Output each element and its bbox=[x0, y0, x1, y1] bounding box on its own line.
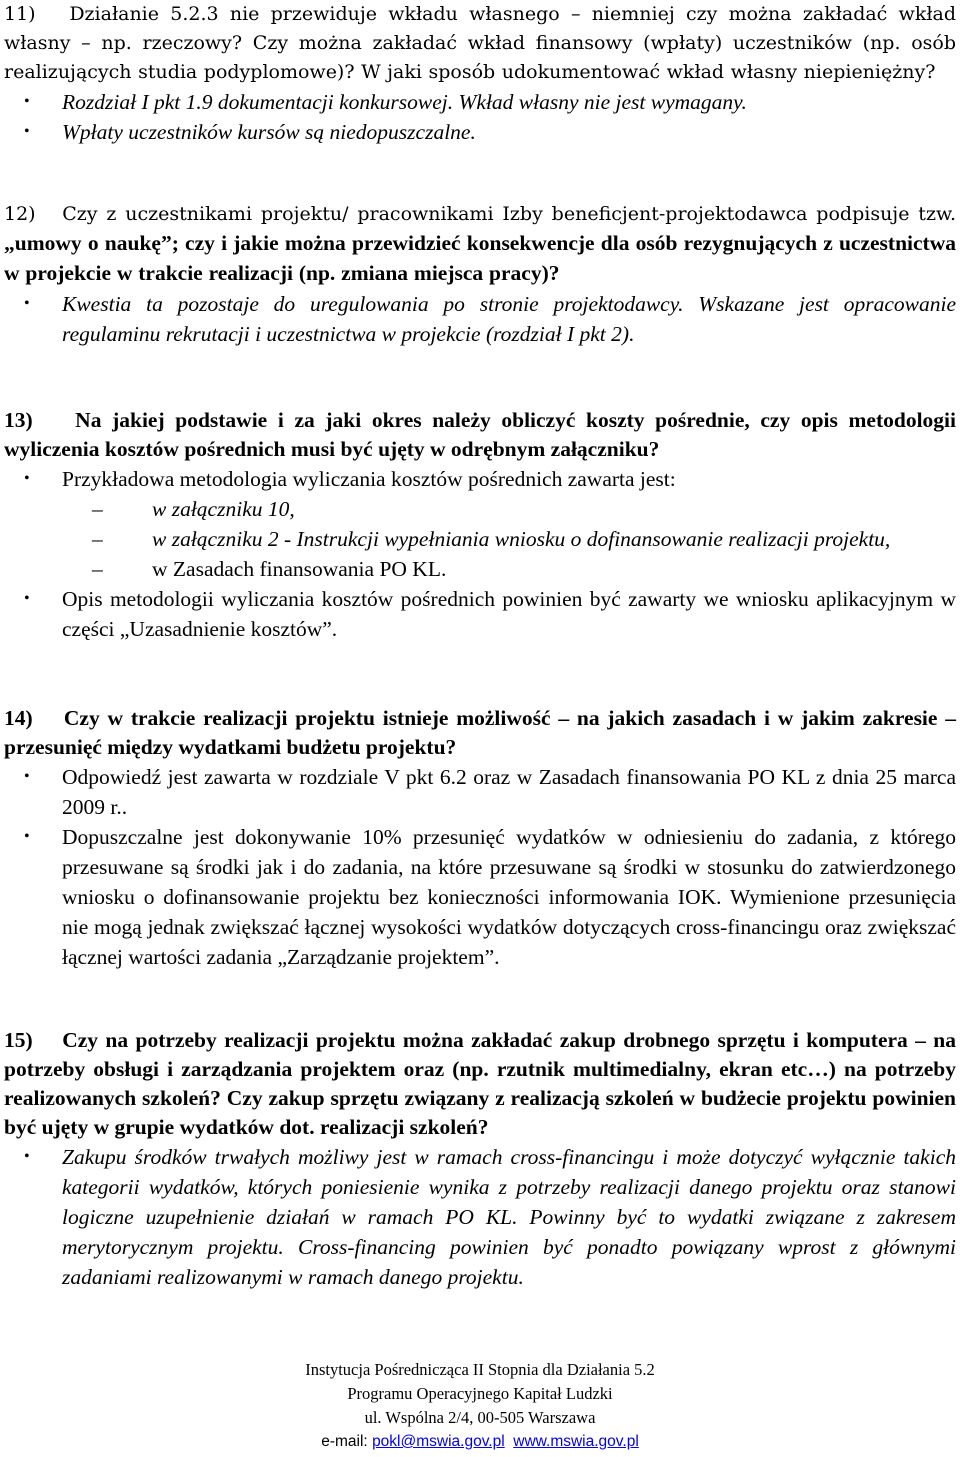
bullet-icon: • bbox=[24, 470, 30, 487]
question-number: 12) bbox=[4, 203, 36, 225]
answer-text: Zakupu środków trwałych możliwy jest w ramach cross-financingu i może dotyczyć wyłącznie takich kategorii wydatków, których poniesienie wynika z potrzeby realizacji danego projektu oraz stanowi logiczne uzupełnienie działań w ramach PO KL. Powinny być to wydatki związane z zakresem merytorycznym projektu. Cross-financing powinien być ponadto powiązany wprost z głównymi zadaniami realizowanymi w ramach danego projektu. bbox=[62, 1145, 956, 1289]
answer-text: Wpłaty uczestników kursów są niedopuszczalne. bbox=[62, 120, 476, 144]
website-link[interactable]: www.mswia.gov.pl bbox=[513, 1433, 639, 1450]
answer-item bbox=[4, 464, 956, 494]
question-13 bbox=[4, 406, 956, 644]
answer-list bbox=[4, 1142, 956, 1292]
answer-text: Opis metodologii wyliczania kosztów pośrednich powinien być zawarty we wniosku aplikacyjnym w części „Uzasadnienie kosztów”. bbox=[62, 587, 956, 641]
sub-item bbox=[4, 494, 956, 524]
question-14-text bbox=[4, 704, 956, 762]
footer-line: Programu Operacyjnego Kapitał Ludzki bbox=[347, 1384, 613, 1403]
question-number: 13) bbox=[4, 408, 33, 432]
question-15 bbox=[4, 1026, 956, 1292]
answer-list bbox=[4, 87, 956, 147]
answer-text: Odpowiedź jest zawarta w rozdziale V pkt 6.2 oraz w Zasadach finansowania PO KL z dnia 25 marca 2009 r.. bbox=[62, 765, 956, 819]
dash-icon: – bbox=[92, 497, 103, 521]
sub-text: w załączniku 10, bbox=[152, 497, 295, 521]
dash-icon: – bbox=[92, 527, 103, 551]
question-body-bold: „umowy o naukę”; czy i jakie można przewidzieć konsekwencje dla osób rezygnujących z uczestnictwa w projekcie w trakcie realizacji (np. zmiana miejsca pracy)? bbox=[4, 231, 956, 285]
sub-item bbox=[4, 524, 956, 554]
page-footer bbox=[0, 1358, 960, 1454]
question-body: Czy na potrzeby realizacji projektu można zakładać zakup drobnego sprzętu i komputera – na potrzeby obsługi i zarządzania projektem oraz (np. rzutnik multimedialny, ekran etc…) na potrzeby realizowanych szkoleń? Czy zakup sprzętu związany z realizacją szkoleń w budżecie projektu powinien być ujęty w grupie wydatków dot. realizacji szkoleń? bbox=[4, 1028, 957, 1139]
question-12 bbox=[4, 200, 956, 349]
footer-contact-line bbox=[0, 1430, 960, 1454]
answer-item bbox=[4, 117, 956, 147]
question-body: Działanie 5.2.3 nie przewiduje wkładu własnego – niemniej czy można zakładać wkład własny – np. rzeczowy? Czy można zakładać wkład finansowy (wpłaty) uczestników (np. osób realizujących studia podyplomowe)? W jaki sposób udokumentować wkład własny niepieniężny? bbox=[4, 3, 956, 83]
answer-item bbox=[4, 1142, 956, 1292]
answer-text: Przykładowa metodologia wyliczania kosztów pośrednich zawarta jest: bbox=[62, 467, 676, 491]
question-body: Na jakiej podstawie i za jaki okres należy obliczyć koszty pośrednie, czy opis metodologii wyliczenia kosztów pośrednich musi być ujęty w odrębnym załączniku? bbox=[4, 408, 956, 461]
answer-item bbox=[4, 822, 956, 972]
question-11 bbox=[4, 0, 956, 147]
email-label: e-mail: bbox=[321, 1433, 368, 1450]
sub-text: w załączniku 2 - Instrukcji wypełniania wniosku o dofinansowanie realizacji projektu, bbox=[152, 527, 891, 551]
answer-text: Kwestia ta pozostaje do uregulowania po stronie projektodawcy. Wskazane jest opracowanie regulaminu rekrutacji i uczestnictwa w projekcie (rozdział I pkt 2). bbox=[62, 292, 956, 346]
question-number: 15) bbox=[4, 1028, 33, 1052]
sub-list bbox=[4, 494, 956, 584]
answer-item bbox=[4, 87, 956, 117]
question-14 bbox=[4, 704, 956, 972]
dash-icon: – bbox=[92, 557, 103, 581]
answer-text: Rozdział I pkt 1.9 dokumentacji konkursowej. Wkład własny nie jest wymagany. bbox=[62, 90, 747, 114]
sub-item bbox=[4, 554, 956, 584]
answer-item bbox=[4, 584, 956, 644]
question-11-text bbox=[4, 0, 956, 87]
answer-list bbox=[4, 464, 956, 494]
answer-list bbox=[4, 289, 956, 349]
sub-text: w Zasadach finansowania PO KL. bbox=[152, 557, 447, 581]
question-13-text bbox=[4, 406, 956, 464]
bullet-icon: • bbox=[24, 828, 30, 845]
question-12-text bbox=[4, 200, 956, 289]
bullet-icon: • bbox=[24, 295, 30, 312]
question-number: 14) bbox=[4, 706, 33, 730]
answer-list bbox=[4, 584, 956, 644]
question-body: Czy z uczestnikami projektu/ pracownikami Izby beneficjent-projektodawca podpisuje tzw. bbox=[62, 203, 956, 225]
email-link[interactable]: pokl@mswia.gov.pl bbox=[372, 1433, 505, 1450]
answer-text: Dopuszczalne jest dokonywanie 10% przesunięć wydatków w odniesieniu do zadania, z którego przesuwane są środki jak i do zadania, na które przesuwane są środki w stosunku do zatwierdzonego wniosku o dofinansowanie projektu bez konieczności informowania IOK. Wymienione przesunięcia nie mogą jednak zwiększać łącznej wysokości wydatków dotyczących cross-financingu oraz zwiększać łącznej wartości zadania „Zarządzanie projektem”. bbox=[62, 825, 956, 969]
answer-list bbox=[4, 762, 956, 972]
bullet-icon: • bbox=[24, 768, 30, 785]
footer-line: ul. Wspólna 2/4, 00-505 Warszawa bbox=[364, 1408, 596, 1427]
bullet-icon: • bbox=[24, 590, 30, 607]
question-15-text bbox=[4, 1026, 956, 1142]
bullet-icon: • bbox=[24, 93, 30, 110]
bullet-icon: • bbox=[24, 1148, 30, 1165]
footer-line: Instytucja Pośrednicząca II Stopnia dla Działania 5.2 bbox=[305, 1360, 655, 1379]
answer-item bbox=[4, 289, 956, 349]
question-number: 11) bbox=[4, 3, 36, 25]
question-body: Czy w trakcie realizacji projektu istnieje możliwość – na jakich zasadach i w jakim zakresie – przesunięć między wydatkami budżetu projektu? bbox=[4, 706, 957, 759]
answer-item bbox=[4, 762, 956, 822]
bullet-icon: • bbox=[24, 123, 30, 140]
